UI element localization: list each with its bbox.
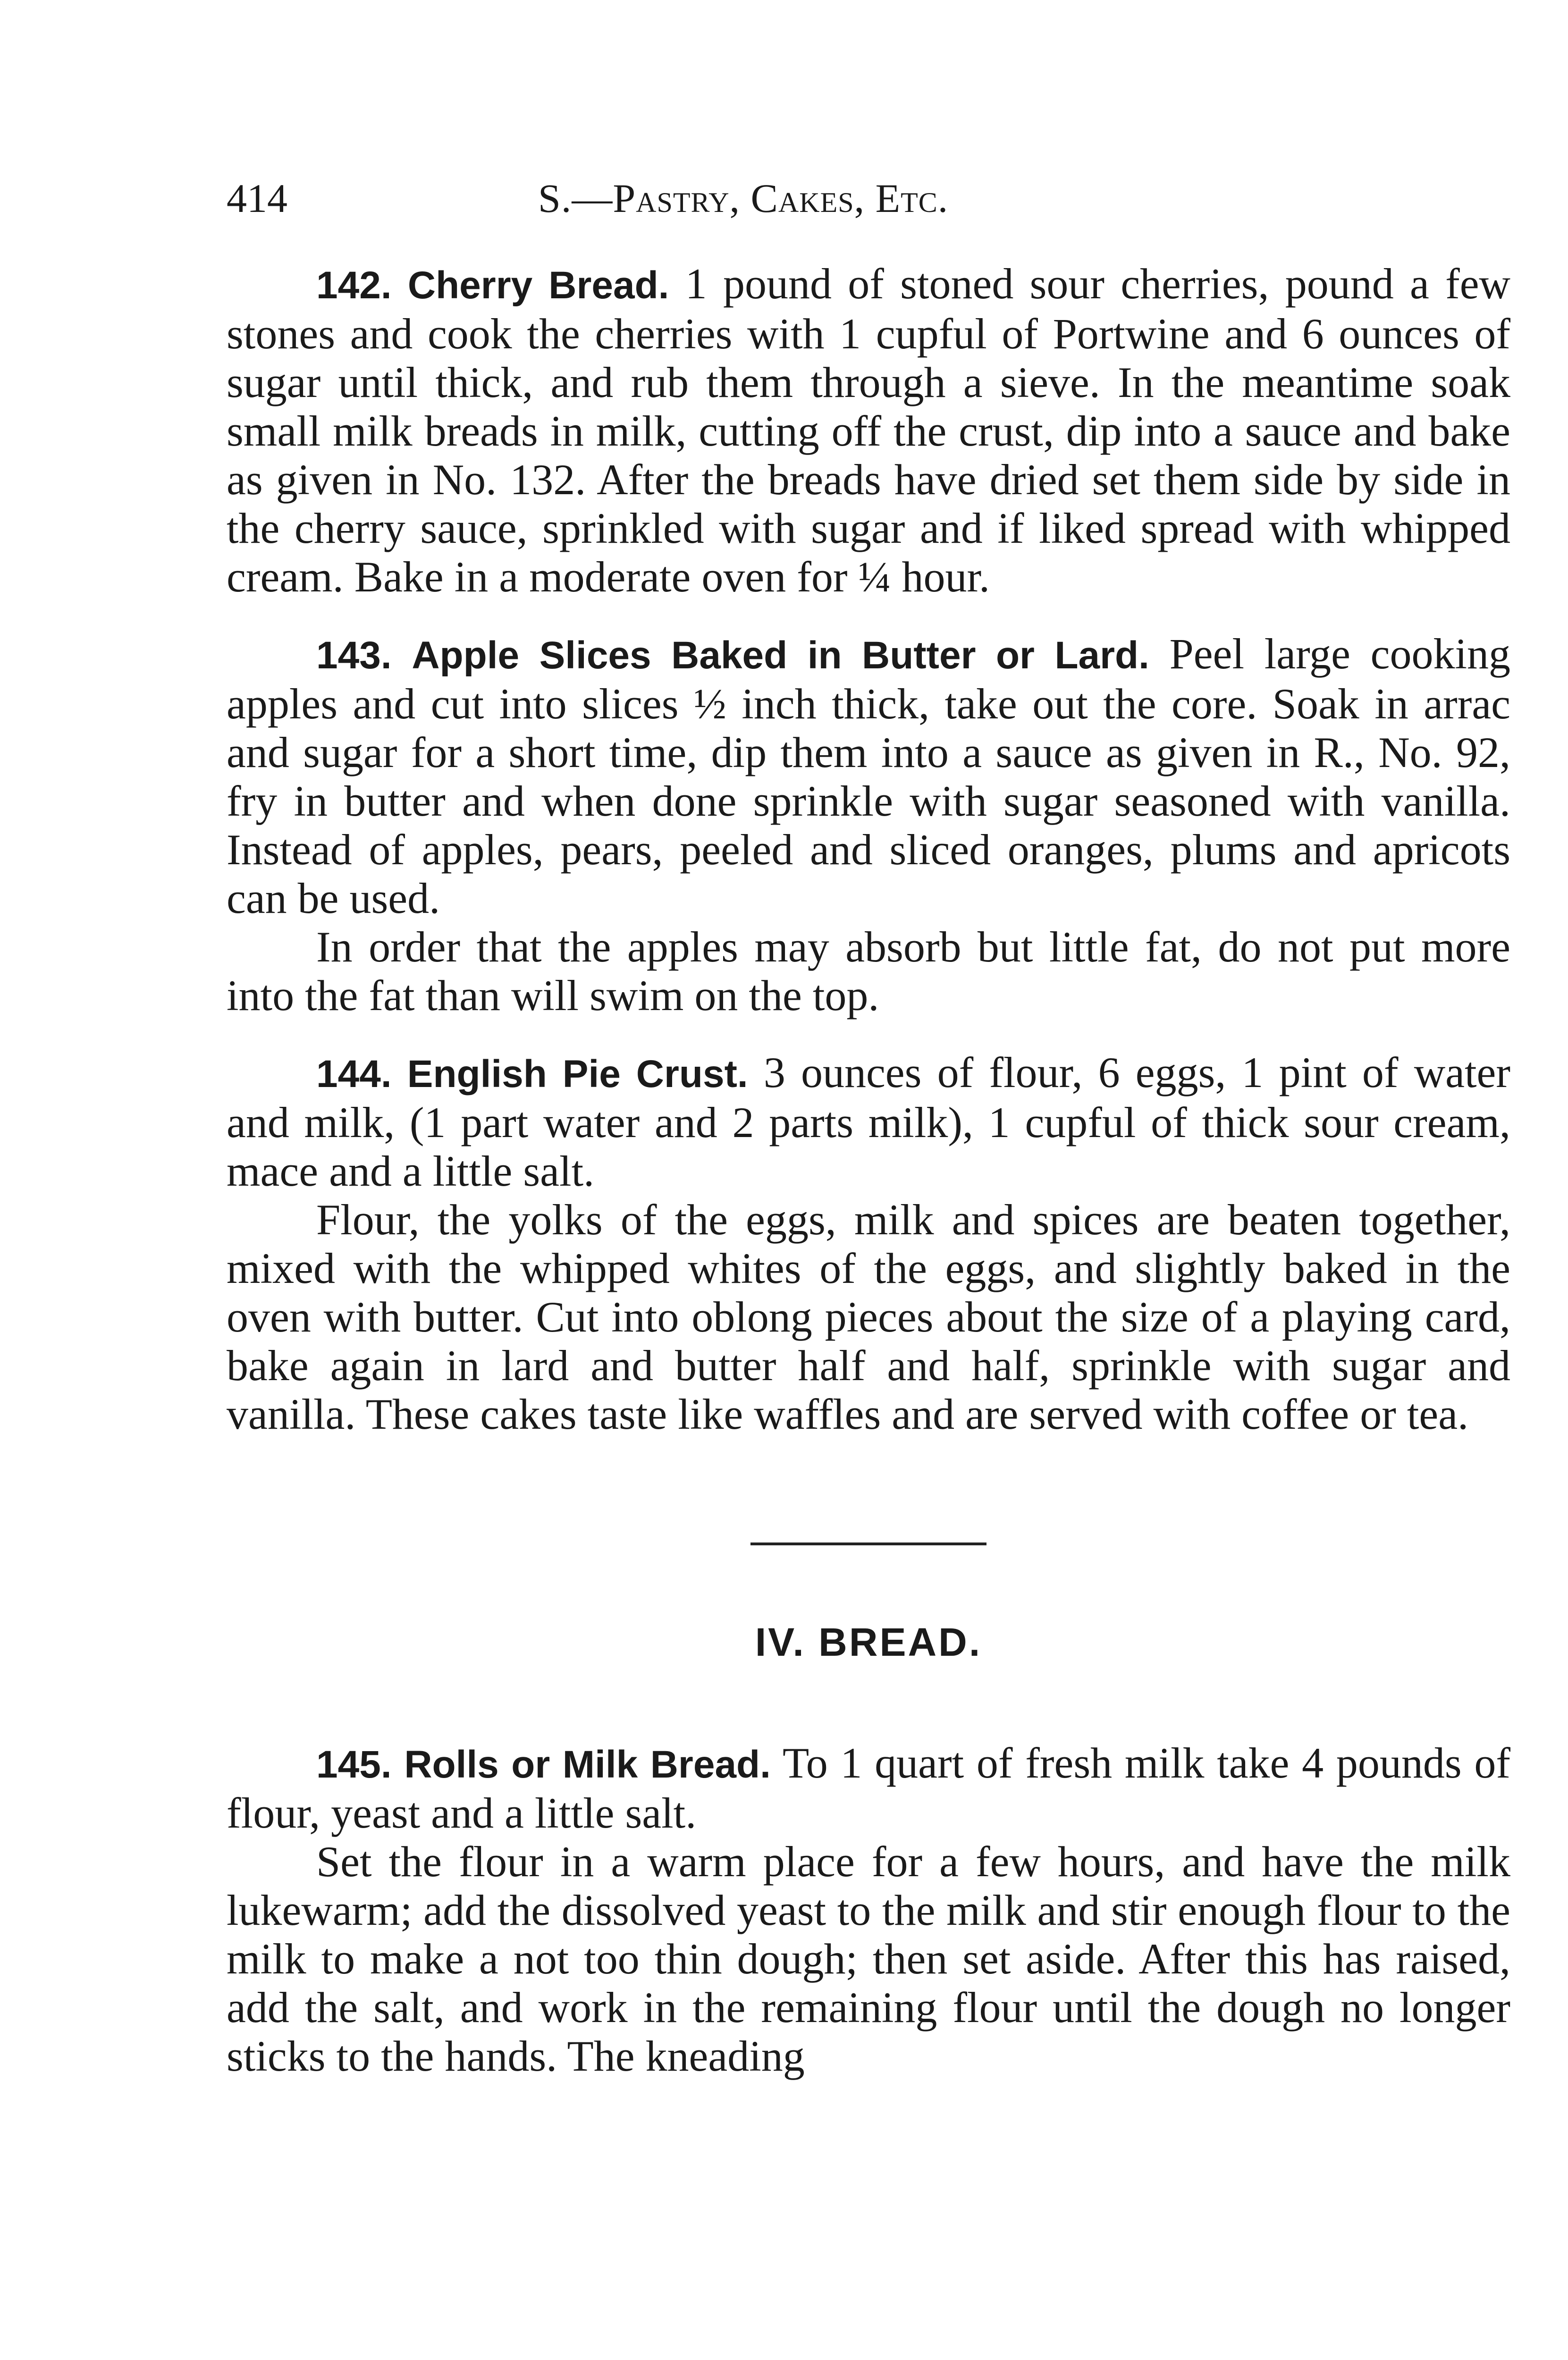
running-head-prefix: S.— xyxy=(538,176,613,221)
recipe-title: Cherry Bread. xyxy=(407,264,669,307)
recipe-paragraph xyxy=(227,630,1510,923)
section-bread xyxy=(227,1616,1510,2081)
section-title: IV. BREAD. xyxy=(755,1620,982,1664)
recipe-paragraph xyxy=(227,1739,1510,1837)
recipe-title: Rolls or Milk Bread. xyxy=(404,1743,771,1786)
recipe-number: 144. xyxy=(316,1053,392,1096)
running-head xyxy=(538,170,948,227)
recipe-title: English Pie Crust. xyxy=(407,1053,748,1096)
recipe-142 xyxy=(227,260,1510,601)
page-number: 414 xyxy=(227,176,287,221)
section-divider xyxy=(750,1542,986,1545)
recipe-143 xyxy=(227,630,1510,1020)
recipe-paragraph xyxy=(227,260,1510,601)
recipe-number: 142. xyxy=(316,264,392,307)
running-head-title: Pastry, Cakes, Etc. xyxy=(613,176,949,221)
recipe-144 xyxy=(227,1048,1510,1439)
recipe-text: To 1 quart of fresh milk take 4 pounds of flour, yeast and a little salt. xyxy=(227,1739,1511,1837)
recipe-number: 143. xyxy=(316,634,392,677)
recipe-paragraph: Set the flour in a warm place for a few hours, and have the milk lukewarm; add the dissolved yeast to the milk and stir enough flour to the milk to make a not too thin dough; then set aside. After this has raised, add the salt, and work in the remaining flour until the dough no longer sticks to the hands. The kneading xyxy=(227,1837,1510,2080)
page-header xyxy=(227,170,1510,231)
recipe-paragraph xyxy=(227,1048,1510,1196)
recipe-paragraph: Flour, the yolks of the eggs, milk and spices are beaten together, mixed with the whipped whites of the eggs, and slightly baked in the oven with butter. Cut into oblong pieces about the size of a playing card, bake again in lard and butter half and half, sprinkle with sugar and vanilla. These cakes taste like waffles and are served with coffee or tea. xyxy=(227,1196,1510,1438)
recipe-145 xyxy=(227,1739,1510,2081)
recipe-number: 145. xyxy=(316,1743,392,1786)
book-page xyxy=(227,170,1510,2081)
recipe-text: 3 ounces of flour, 6 eggs, 1 pint of water and milk, (1 part water and 2 parts milk), 1 cupful of thick sour cream, mace and a little salt. xyxy=(227,1048,1511,1195)
recipe-text: Peel large cooking apples and cut into slices ½ inch thick, take out the core. Soak in arrac and sugar for a short time, dip them into a sauce as given in R., No. 92, fry in butter and when done sprinkle with sugar seasoned with vanilla. Instead of apples, pears, peeled and sliced oranges, plums and apricots can be used. xyxy=(227,630,1511,922)
recipe-text: 1 pound of stoned sour cherries, pound a few stones and cook the cherries with 1 cupful of Portwine and 6 ounces of sugar until thick, and rub them through a sieve. In the meantime soak small milk breads in milk, cutting off the crust, dip into a sauce and bake as given in No. 132. After the breads have dried set them side by side in the cherry sauce, sprinkled with sugar and if liked spread with whipped cream. Bake in a moderate oven for ¼ hour. xyxy=(227,260,1510,601)
recipe-title: Apple Slices Baked in Butter or Lard. xyxy=(412,634,1149,677)
recipe-paragraph: In order that the apples may absorb but little fat, do not put more into the fat than will swim on the top. xyxy=(227,923,1510,1020)
